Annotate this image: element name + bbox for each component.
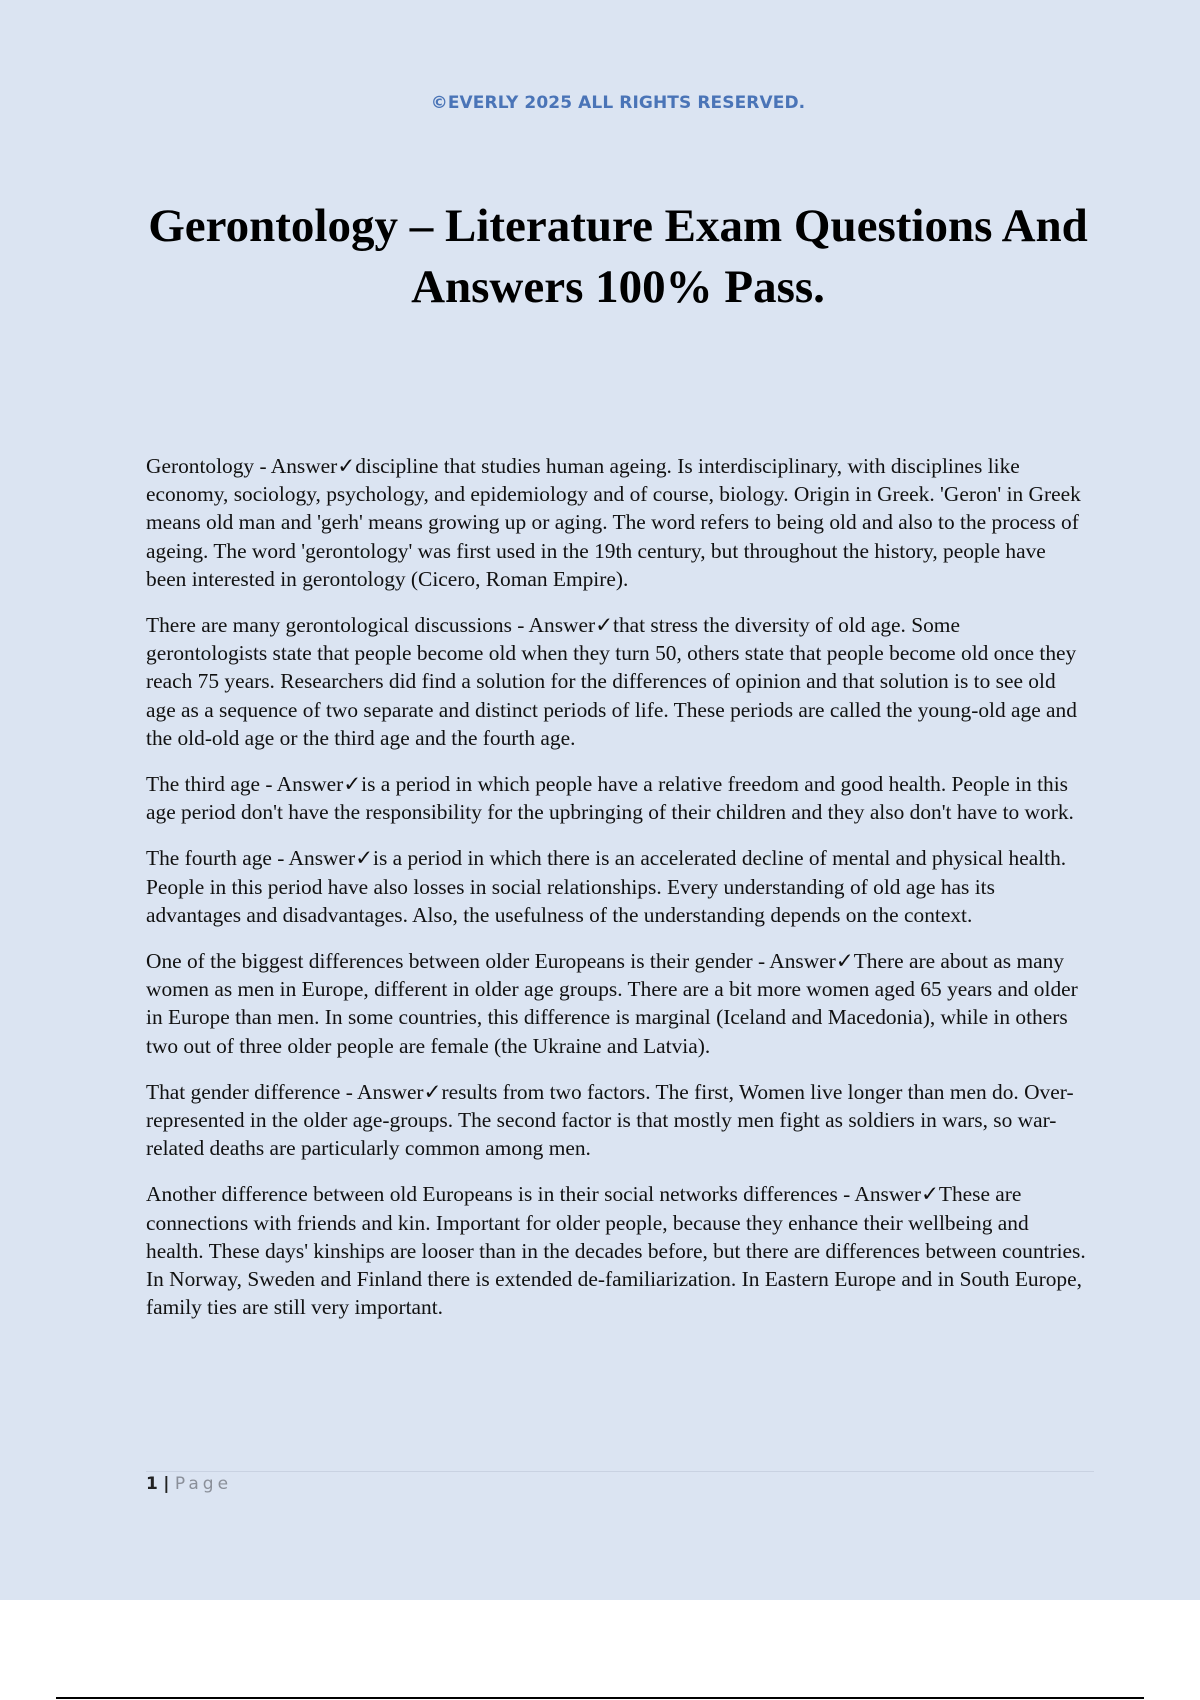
- copyright-notice: ©EVERLY 2025 ALL RIGHTS RESERVED.: [430, 93, 806, 113]
- page-separator: |: [163, 1474, 170, 1494]
- qa-paragraph-gender-differences: One of the biggest differences between older Europeans is their gender - Answer✓There are about as many women as men in Europe, different in older age groups. There are a bit more women aged 65 years and older in Europe than men. In some countries, this difference is marginal (Iceland and Macedonia), while in others two out of three older people are female (the Ukraine and Latvia).: [146, 949, 1078, 1058]
- qa-paragraph-gerontology: Gerontology - Answer✓discipline that studies human ageing. Is interdisciplinary, with disciplines like economy, sociology, psychology, and epidemiology and of course, biology. Origin in Greek. 'Geron' in Greek means old man and 'gerh' means growing up or aging. The word refers to being old and also to the process of ageing. The word 'gerontology' was first used in the 19th century, but throughout the history, people have been interested in gerontology (Cicero, Roman Empire).: [146, 454, 1081, 591]
- page-footer: [146, 1474, 232, 1494]
- bottom-divider: [56, 1697, 1144, 1699]
- qa-paragraph-gerontological-discussions: There are many gerontological discussions - Answer✓that stress the diversity of old age. Some gerontologists state that people become old when they turn 50, others state that people become old once they reach 75 years. Researchers did find a solution for the differences of opinion and that solution is to see old age as a sequence of two separate and distinct periods of life. These periods are called the young-old age and the old-old age or the third age and the fourth age.: [146, 613, 1077, 750]
- qa-paragraph-gender-difference-factors: That gender difference - Answer✓results from two factors. The first, Women live longer than men do. Over-represented in the older age-groups. The second factor is that mostly men fight as soldiers in wars, so war-related deaths are particularly common among men.: [146, 1079, 1074, 1161]
- document-body: [146, 452, 1086, 1339]
- document-title: Gerontology – Literature Exam Questions And Answers 100% Pass.: [148, 200, 1088, 313]
- footer-divider: [146, 1471, 1094, 1472]
- qa-paragraph-third-age: The third age - Answer✓is a period in which people have a relative freedom and good health. People in this age period don't have the responsibility for the upbringing of their children and they also don't have to work.: [146, 772, 1074, 825]
- page-number: 1: [146, 1474, 158, 1494]
- qa-paragraph-fourth-age: The fourth age - Answer✓is a period in which there is an accelerated decline of mental and physical health. People in this period have also losses in social relationships. Every understanding of old age has its advantages and disadvantages. Also, the usefulness of the understanding depends on the context.: [146, 846, 1067, 927]
- page-label: Page: [174, 1474, 233, 1494]
- qa-paragraph-social-networks: Another difference between old Europeans is in their social networks differences - Answer✓These are connections with friends and kin. Important for older people, because they enhance their wellbeing and health. These days' kinships are looser than in the decades before, but there are differences between countries. In Norway, Sweden and Finland there is extended de-familiarization. In Eastern Europe and in South Europe, family ties are still very important.: [146, 1182, 1086, 1320]
